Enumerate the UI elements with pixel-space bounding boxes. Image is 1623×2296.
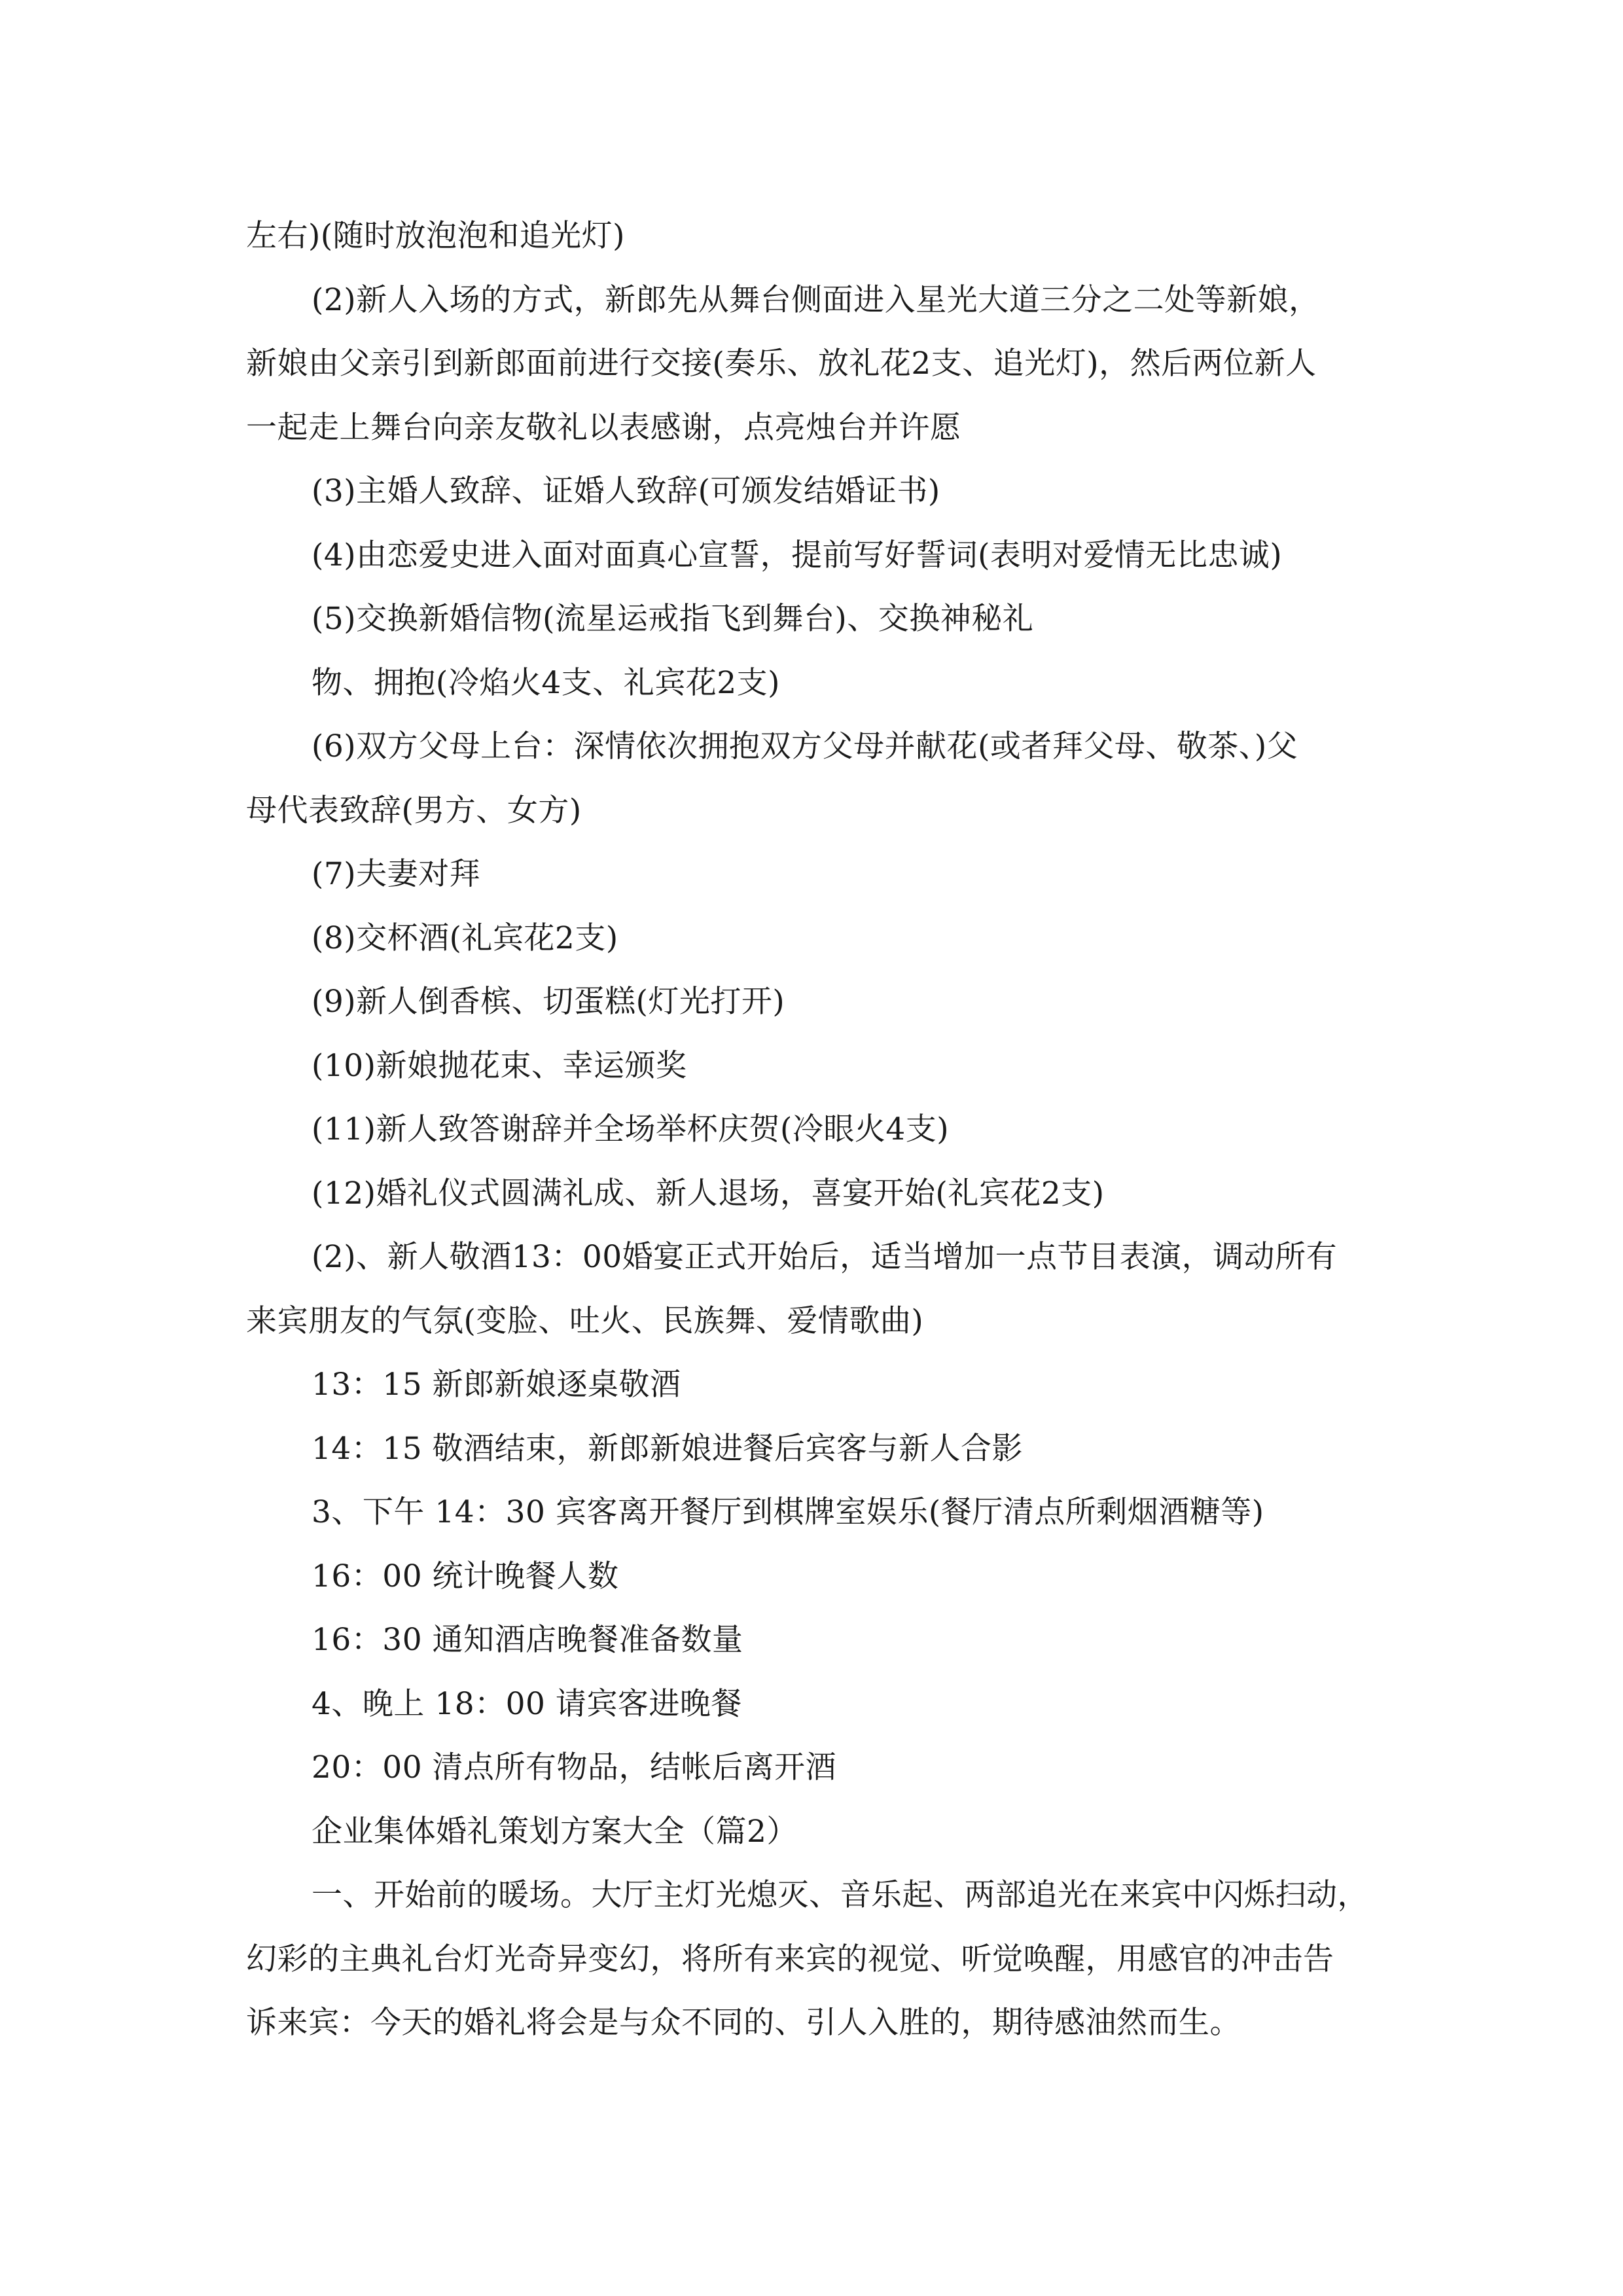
text-line: (2)、新人敬酒13：00婚宴正式开始后，适当增加一点节目表演，调动所有 — [312, 1239, 1338, 1275]
text-line: 20：00 清点所有物品，结帐后离开酒 — [312, 1749, 837, 1785]
text-line: 新娘由父亲引到新郎面前进行交接(奏乐、放礼花2支、追光灯)，然后两位新人 — [246, 346, 1317, 382]
text-line: 16：00 统计晚餐人数 — [312, 1558, 619, 1594]
text-line: (7)夫妻对拜 — [312, 856, 481, 892]
document-body — [246, 204, 1378, 2055]
text-line: (4)由恋爱史进入面对面真心宣誓，提前写好誓词(表明对爱情无比忠诚) — [312, 537, 1283, 573]
text-line: (12)婚礼仪式圆满礼成、新人退场，喜宴开始(礼宾花2支) — [312, 1175, 1105, 1211]
text-line: 4、晚上 18：00 请宾客进晚餐 — [312, 1685, 742, 1722]
text-line: 13：15 新郎新娘逐桌敬酒 — [312, 1367, 681, 1403]
text-line: 物、拥抱(冷焰火4支、礼宾花2支) — [312, 664, 780, 701]
text-line: 3、下午 14：30 宾客离开餐厅到棋牌室娱乐(餐厅清点所剩烟酒糖等) — [312, 1494, 1264, 1530]
text-line: (8)交杯酒(礼宾花2支) — [312, 920, 618, 956]
text-line: 一起走上舞台向亲友敬礼以表感谢，点亮烛台并许愿 — [246, 409, 961, 446]
text-line: 幻彩的主典礼台灯光奇异变幻，将所有来宾的视觉、听觉唤醒，用感官的冲击告 — [246, 1941, 1334, 1977]
text-line: 诉来宾：今天的婚礼将会是与众不同的、引人入胜的，期待感油然而生。 — [246, 2005, 1241, 2041]
section-heading: 企业集体婚礼策划方案大全（篇2） — [312, 1813, 798, 1850]
text-line: 16：30 通知酒店晚餐准备数量 — [312, 1622, 743, 1658]
text-line: 左右)(随时放泡泡和追光灯) — [246, 218, 626, 254]
text-line: (5)交换新婚信物(流星运戒指飞到舞台)、交换神秘礼 — [312, 601, 1034, 637]
text-line: 来宾朋友的气氛(变脸、吐火、民族舞、爱情歌曲) — [246, 1302, 924, 1339]
text-line: 母代表致辞(男方、女方) — [246, 792, 582, 829]
text-line: (2)新人入场的方式，新郎先从舞台侧面进入星光大道三分之二处等新娘， — [312, 281, 1320, 318]
text-line: (9)新人倒香槟、切蛋糕(灯光打开) — [312, 984, 785, 1020]
text-line: (6)双方父母上台：深情依次拥抱双方父母并献花(或者拜父母、敬茶、)父 — [312, 728, 1298, 764]
text-line: (3)主婚人致辞、证婚人致辞(可颁发结婚证书) — [312, 473, 940, 509]
text-line: (11)新人致答谢辞并全场举杯庆贺(冷眼火4支) — [312, 1111, 950, 1147]
text-line: 14：15 敬酒结束，新郎新娘进餐后宾客与新人合影 — [312, 1430, 1024, 1467]
text-line: 一、开始前的暖场。大厅主灯光熄灭、音乐起、两部追光在来宾中闪烁扫动， — [312, 1877, 1368, 1913]
text-line: (10)新娘抛花束、幸运颁奖 — [312, 1047, 687, 1084]
